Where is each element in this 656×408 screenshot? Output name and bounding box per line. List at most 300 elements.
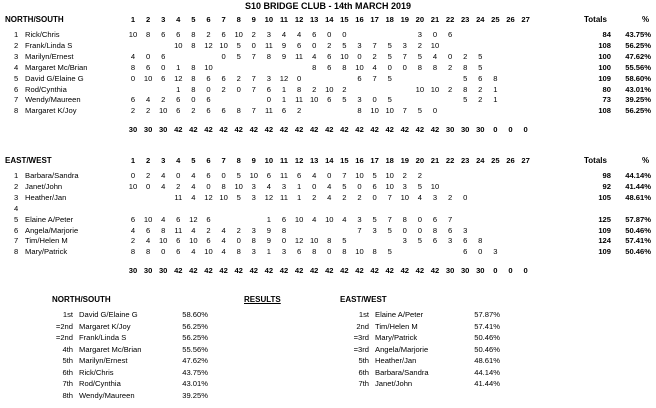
pair-total: 92 [602, 181, 611, 191]
score-cell: 0 [206, 181, 211, 191]
board-number: 20 [415, 156, 425, 165]
score-cell: 6 [463, 247, 468, 257]
score-cell: 7 [251, 51, 256, 61]
score-cell: 4 [432, 51, 438, 61]
score-cell: 6 [432, 214, 438, 224]
score-cell: 6 [266, 84, 271, 94]
score-cell: 4 [145, 236, 151, 246]
score-cell: 5 [342, 95, 347, 105]
board-number: 8 [236, 156, 241, 165]
score-cell: 2 [130, 236, 136, 246]
pair-number: 4 [14, 203, 19, 213]
score-cell: 10 [340, 51, 349, 61]
score-cell: 6 [327, 95, 332, 105]
result-percent: 41.44% [474, 379, 500, 388]
score-cell: 4 [221, 225, 226, 235]
score-cell: 1 [266, 247, 271, 257]
board-number: 17 [370, 156, 379, 165]
score-cell: 9 [266, 236, 271, 246]
score-cell: 2 [206, 225, 211, 235]
pair-percent: 56.25% [625, 106, 651, 116]
column-total: 42 [385, 125, 394, 135]
column-total: 30 [476, 125, 485, 135]
column-total: 42 [325, 125, 334, 135]
board-number: 9 [251, 15, 256, 24]
score-cell: 2 [342, 192, 347, 202]
board-number: 7 [221, 156, 226, 165]
score-cell: 4 [191, 225, 196, 235]
score-cell: 0 [221, 171, 226, 180]
score-cell: 2 [463, 51, 468, 61]
score-cell: 0 [251, 40, 256, 50]
score-cell: 1 [281, 84, 287, 94]
score-cell: 8 [417, 62, 422, 72]
score-cell: 3 [402, 181, 407, 191]
score-cell: 10 [430, 181, 440, 191]
pair-name: Elaine A/Peter [25, 214, 74, 224]
score-cell: 10 [309, 236, 319, 246]
score-cell: 5 [372, 171, 377, 180]
result-name: Mary/Patrick [375, 333, 418, 342]
score-cell: 8 [191, 30, 196, 39]
board-number: 27 [521, 156, 530, 165]
result-place: 4th [62, 344, 73, 354]
score-cell: 4 [221, 236, 226, 246]
score-cell: 7 [372, 73, 377, 83]
score-cell: 6 [296, 40, 302, 50]
pair-number: 2 [14, 181, 19, 191]
board-number: 16 [355, 15, 364, 24]
pair-percent: 57.87% [625, 214, 651, 224]
column-total: 30 [476, 266, 485, 276]
result-name: Margaret Mc/Brian [79, 344, 142, 354]
result-place: =3rd [353, 333, 369, 342]
score-cell: 0 [206, 84, 211, 94]
score-cell: 2 [176, 181, 181, 191]
score-cell: 2 [478, 95, 483, 105]
pair-name: Heather/Jan [25, 192, 67, 202]
board-number: 15 [340, 15, 349, 24]
score-cell: 6 [432, 236, 438, 246]
score-cell: 6 [221, 106, 226, 116]
column-total: 42 [174, 266, 183, 276]
score-cell: 10 [128, 30, 138, 39]
score-cell: 10 [385, 181, 394, 191]
score-cell: 10 [158, 236, 168, 246]
score-cell: 2 [191, 106, 196, 116]
score-cell: 8 [493, 73, 498, 83]
score-cell: 4 [266, 181, 271, 191]
score-cell: 12 [294, 236, 304, 246]
column-total: 30 [445, 266, 455, 276]
result-percent: 58.60% [182, 310, 208, 319]
board-number: 2 [145, 156, 151, 165]
score-cell: 0 [191, 95, 196, 105]
score-cell: 10 [234, 181, 243, 191]
pair-number: 5 [14, 214, 19, 224]
pair-number: 5 [14, 73, 19, 83]
board-number: 10 [264, 156, 274, 165]
pair-total: 109 [598, 225, 611, 235]
result-name: Angela/Marjorie [375, 344, 429, 354]
score-cell: 10 [234, 30, 243, 39]
score-cell: 6 [206, 95, 211, 105]
score-cell: 2 [312, 192, 317, 202]
column-total: 30 [460, 266, 470, 276]
pair-percent: 47.62% [625, 51, 651, 61]
result-percent: 39.25% [182, 390, 208, 400]
column-total: 30 [143, 125, 153, 135]
pair-name: Rod/Cynthia [25, 84, 67, 94]
pair-total: 73 [602, 95, 611, 105]
board-number: 4 [176, 15, 181, 24]
score-cell: 10 [128, 181, 138, 191]
score-cell: 4 [191, 192, 196, 202]
board-number: 14 [325, 15, 334, 24]
pair-number: 6 [14, 225, 19, 235]
score-cell: 6 [206, 214, 211, 224]
score-cell: 0 [447, 51, 453, 61]
result-place: 5th [358, 356, 369, 365]
result-place: 6th [62, 367, 73, 377]
score-cell: 10 [174, 40, 183, 50]
result-place: 1st [358, 310, 369, 319]
score-cell: 0 [387, 62, 392, 72]
pair-total: 100 [598, 51, 611, 61]
score-cell: 8 [236, 247, 241, 257]
score-cell: 8 [130, 62, 136, 72]
score-cell: 5 [478, 62, 483, 72]
score-cell: 8 [281, 225, 287, 235]
result-name: Marilyn/Ernest [79, 356, 128, 365]
board-number: 19 [400, 15, 410, 24]
score-cell: 3 [402, 236, 407, 246]
result-place: 2nd [356, 321, 369, 331]
score-cell: 0 [357, 51, 362, 61]
pair-name: Wendy/Maureen [25, 95, 81, 105]
score-cell: 6 [206, 73, 211, 83]
result-percent: 57.87% [474, 310, 500, 319]
column-total: 42 [340, 125, 349, 135]
board-number: 5 [191, 156, 196, 165]
score-cell: 5 [342, 181, 347, 191]
result-percent: 50.46% [474, 333, 500, 342]
pair-total: 98 [602, 171, 611, 180]
score-cell: 8 [432, 225, 438, 235]
score-cell: 8 [266, 51, 271, 61]
score-cell: 5 [236, 40, 241, 50]
score-cell: 8 [372, 247, 377, 257]
percent-header: % [642, 15, 650, 24]
column-total: 42 [385, 266, 394, 276]
score-cell: 3 [266, 73, 271, 83]
column-total: 0 [523, 125, 528, 135]
score-cell: 2 [417, 171, 422, 180]
score-cell: 1 [266, 214, 271, 224]
column-total: 42 [204, 266, 213, 276]
board-number: 24 [476, 156, 485, 165]
score-cell: 8 [191, 84, 196, 94]
score-cell: 7 [357, 225, 362, 235]
score-cell: 2 [236, 73, 241, 83]
score-cell: 11 [264, 40, 273, 50]
pair-number: 4 [14, 62, 19, 72]
board-number: 12 [294, 156, 304, 165]
pair-number: 8 [14, 106, 19, 116]
pair-total: 108 [598, 40, 611, 50]
score-cell: 10 [370, 106, 379, 116]
board-number: 11 [279, 15, 289, 24]
pair-number: 1 [14, 30, 19, 39]
score-cell: 8 [191, 73, 196, 83]
score-cell: 6 [296, 247, 302, 257]
board-number: 24 [476, 15, 485, 24]
score-cell: 3 [281, 247, 287, 257]
column-total: 42 [204, 125, 213, 135]
score-cell: 8 [236, 106, 241, 116]
board-number: 8 [236, 15, 241, 24]
pair-percent: 43.01% [625, 84, 651, 94]
result-name: Tim/Helen M [375, 321, 418, 331]
pair-percent: 50.46% [625, 247, 651, 257]
result-percent: 50.46% [474, 344, 500, 354]
score-cell: 12 [204, 192, 213, 202]
result-name: Rick/Chris [79, 367, 114, 377]
column-total: 42 [189, 266, 198, 276]
score-cell: 6 [296, 171, 302, 180]
score-cell: 0 [130, 73, 136, 83]
column-total: 42 [264, 125, 274, 135]
score-cell: 4 [130, 225, 136, 235]
score-cell: 8 [191, 62, 196, 72]
column-total: 42 [325, 266, 334, 276]
score-cell: 11 [174, 225, 183, 235]
score-cell: 3 [251, 225, 256, 235]
pair-total: 125 [598, 214, 611, 224]
score-cell: 10 [430, 40, 440, 50]
score-cell: 7 [251, 84, 256, 94]
score-cell: 5 [342, 40, 347, 50]
score-cell: 5 [463, 73, 468, 83]
result-percent: 55.56% [182, 344, 208, 354]
pair-number: 1 [14, 171, 19, 180]
score-cell: 5 [417, 106, 422, 116]
score-cell: 3 [251, 192, 256, 202]
column-total: 42 [234, 266, 243, 276]
score-cell: 2 [342, 84, 347, 94]
score-cell: 2 [221, 84, 226, 94]
score-cell: 6 [357, 73, 362, 83]
score-cell: 2 [447, 192, 453, 202]
score-cell: 0 [372, 192, 377, 202]
score-cell: 6 [176, 106, 181, 116]
score-cell: 6 [206, 106, 211, 116]
score-cell: 11 [295, 95, 304, 105]
score-cell: 5 [417, 236, 422, 246]
score-cell: 3 [463, 225, 468, 235]
result-place: 7th [62, 379, 73, 388]
column-total: 42 [430, 266, 440, 276]
board-number: 22 [445, 156, 455, 165]
score-cell: 0 [417, 225, 422, 235]
board-number: 22 [445, 15, 455, 24]
score-cell: 6 [130, 95, 136, 105]
column-total: 30 [460, 125, 470, 135]
pair-name: Janet/John [25, 181, 63, 191]
score-cell: 4 [296, 30, 302, 39]
score-cell: 8 [130, 247, 136, 257]
score-cell: 0 [372, 95, 377, 105]
column-total: 42 [249, 125, 259, 135]
pair-name: Margaret Mc/Brian [25, 62, 88, 72]
score-cell: 6 [312, 30, 317, 39]
score-cell: 0 [161, 247, 166, 257]
board-number: 2 [145, 15, 151, 24]
score-cell: 5 [387, 40, 392, 50]
column-total: 0 [523, 266, 528, 276]
score-cell: 4 [221, 247, 226, 257]
score-cell: 2 [145, 171, 151, 180]
column-total: 0 [493, 125, 498, 135]
score-cell: 5 [417, 51, 422, 61]
score-cell: 6 [447, 225, 453, 235]
board-number: 9 [251, 156, 256, 165]
column-total: 42 [279, 125, 289, 135]
board-number: 25 [491, 15, 500, 24]
score-cell: 9 [281, 40, 287, 50]
score-cell: 12 [204, 40, 213, 50]
score-cell: 9 [281, 51, 287, 61]
results-ns-heading: NORTH/SOUTH [52, 295, 111, 304]
score-cell: 10 [143, 214, 153, 224]
score-cell: 0 [296, 73, 302, 83]
score-cell: 4 [327, 192, 332, 202]
pair-number: 3 [14, 192, 19, 202]
score-cell: 0 [417, 214, 422, 224]
pair-number: 7 [14, 236, 19, 246]
score-cell: 3 [417, 30, 422, 39]
score-cell: 1 [176, 62, 181, 72]
column-total: 30 [445, 125, 455, 135]
result-name: Frank/Linda S [79, 333, 127, 342]
score-cell: 6 [281, 106, 287, 116]
column-total: 42 [309, 125, 319, 135]
score-cell: 10 [204, 247, 213, 257]
score-cell: 5 [387, 51, 392, 61]
column-total: 42 [219, 266, 228, 276]
score-cell: 10 [400, 192, 410, 202]
column-total: 42 [294, 266, 304, 276]
score-cell: 8 [145, 30, 151, 39]
score-cell: 0 [266, 95, 271, 105]
score-cell: 6 [161, 51, 166, 61]
board-number: 15 [340, 156, 349, 165]
result-name: Margaret K/Joy [79, 321, 131, 331]
score-cell: 5 [387, 95, 392, 105]
score-cell: 6 [145, 62, 151, 72]
board-number: 12 [294, 15, 304, 24]
result-percent: 56.25% [182, 321, 208, 331]
board-number: 6 [206, 156, 211, 165]
board-number: 23 [460, 15, 470, 24]
column-total: 42 [415, 266, 425, 276]
pair-percent: 55.56% [625, 62, 651, 72]
score-cell: 11 [295, 51, 304, 61]
score-cell: 5 [372, 214, 377, 224]
result-name: David G/Elaine G [79, 310, 138, 319]
score-cell: 4 [145, 95, 151, 105]
pair-total: 109 [598, 73, 611, 83]
pair-percent: 58.60% [625, 73, 651, 83]
score-cell: 6 [478, 73, 483, 83]
board-number: 14 [325, 156, 334, 165]
score-cell: 8 [463, 84, 468, 94]
result-place: 1st [62, 310, 73, 319]
score-cell: 10 [309, 95, 319, 105]
pair-name: Mary/Patrick [25, 247, 68, 257]
column-total: 42 [219, 125, 228, 135]
score-cell: 5 [417, 181, 422, 191]
score-cell: 10 [325, 84, 334, 94]
pair-percent: 56.25% [625, 40, 651, 50]
board-number: 20 [415, 15, 425, 24]
score-cell: 1 [296, 192, 302, 202]
result-percent: 44.14% [474, 367, 500, 377]
score-cell: 4 [191, 171, 196, 180]
board-number: 7 [221, 15, 226, 24]
score-cell: 8 [161, 225, 166, 235]
pair-name: Margaret K/Joy [25, 106, 77, 116]
score-cell: 10 [189, 236, 198, 246]
score-cell: 0 [357, 181, 362, 191]
score-cell: 3 [251, 247, 256, 257]
score-cell: 2 [236, 225, 241, 235]
result-name: Barbara/Sandra [375, 367, 429, 377]
score-cell: 2 [251, 30, 256, 39]
score-cell: 2 [402, 171, 407, 180]
pair-name: Marilyn/Ernest [25, 51, 74, 61]
score-cell: 0 [402, 225, 407, 235]
score-cell: 6 [176, 247, 181, 257]
board-number: 26 [506, 15, 515, 24]
pair-name: Angela/Marjorie [25, 225, 79, 235]
column-total: 42 [370, 125, 379, 135]
score-cell: 0 [327, 30, 332, 39]
column-total: 42 [415, 125, 425, 135]
pair-number: 2 [14, 40, 19, 50]
score-cell: 10 [385, 106, 394, 116]
board-number: 21 [430, 15, 440, 24]
board-number: 10 [264, 15, 274, 24]
score-cell: 5 [463, 95, 468, 105]
percent-header: % [642, 156, 650, 165]
result-name: Janet/John [375, 379, 413, 388]
score-cell: 2 [161, 95, 166, 105]
score-cell: 6 [327, 51, 332, 61]
score-cell: 4 [281, 30, 287, 39]
score-cell: 8 [145, 247, 151, 257]
score-cell: 6 [176, 30, 181, 39]
score-cell: 1 [296, 181, 302, 191]
score-cell: 10 [355, 171, 364, 180]
score-cell: 5 [478, 51, 483, 61]
score-cell: 6 [463, 236, 468, 246]
score-cell: 10 [385, 171, 394, 180]
score-cell: 8 [221, 181, 226, 191]
pair-percent: 43.75% [625, 30, 651, 39]
pair-total: 100 [598, 62, 611, 72]
score-cell: 8 [327, 236, 332, 246]
